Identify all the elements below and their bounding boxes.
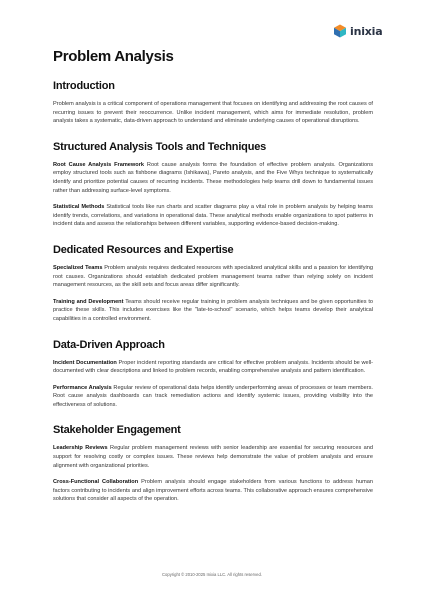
section-spacer: [53, 332, 373, 339]
paragraph-text: Regular problem management reviews with senior leadership are essential for securing resources and support for resolving costly or complex issues. These reviews help demonstrate the value of problem analysis and ensure alignment with organizational priorities.: [53, 445, 373, 469]
section-paragraph: [53, 444, 373, 470]
paragraph-lead: Leadership Reviews: [53, 445, 108, 452]
section-paragraph: [53, 161, 373, 195]
section-paragraph: [53, 478, 373, 504]
paragraph-text: Teams should receive regular training in problem analysis techniques and be given opportunities to practice these skills. This includes exercises like the "late-to-school" scenario, which helps teams develop their analytical capabilities in a controlled environment.: [53, 298, 374, 322]
paragraph-text: Statistical tools like run charts and scatter diagrams play a vital role in problem analysis by helping teams identify trends, correlations, and variations in operational data. These analytical methods enable organizations to spot patterns in incident data and assess the relationships between different variables, supporting evidence-based decision-making.: [53, 204, 373, 228]
section-paragraph: [53, 298, 373, 324]
brand-logo: [333, 24, 382, 38]
paragraph-lead: Statistical Methods: [53, 204, 105, 211]
cube-logo-icon: [333, 24, 347, 38]
section-spacer: [53, 237, 373, 244]
paragraph-lead: Performance Analysis: [53, 384, 112, 391]
section-paragraph: [53, 384, 373, 410]
section-paragraph: [53, 359, 373, 376]
section-paragraph: [53, 203, 373, 229]
section-heading: Stakeholder Engagement: [53, 424, 181, 437]
paragraph-lead: Root Cause Analysis Framework: [53, 161, 144, 168]
paragraph-text: Problem analysis requires dedicated resources with specialized analytical skills and a passion for identifying root causes. Organizations should establish dedicated problem management teams rather than relying solely on incident management resources, as the skill sets and focus areas differ significantly.: [53, 264, 373, 289]
section-paragraph: [53, 264, 373, 290]
paragraph-text: Problem analysis should engage stakeholders from various functions to address human factors contributing to incidents and align improvement efforts across teams. This collaborative approach ensures comprehensive solutions that consider all aspects of the operation.: [53, 479, 373, 503]
paragraph-lead: Specialized Teams: [53, 264, 103, 271]
paragraph-text: Root cause analysis forms the foundation of effective problem analysis. Organizations employ structured tools such as fishbone diagrams (Ishikawa), Pareto analysis, and the Five Whys technique to systematically identify and prioritize potential causes of recurring incidents. These methodologies help teams drill down to fundamental issues rather than addressing surface-level symptoms.: [53, 161, 373, 194]
copyright-footer: Copyright © 2010-2025 Inixia LLC. All rights reserved.: [162, 572, 262, 577]
document-body: [53, 48, 373, 519]
section-heading: Dedicated Resources and Expertise: [53, 243, 234, 256]
section-heading: Introduction: [53, 80, 115, 92]
paragraph-text: Proper incident reporting standards are critical for effective problem analysis. Incidents should be well-documented with clear descriptions and linked to problem records, enabling comprehensive analysis and pattern identification.: [53, 359, 373, 375]
page-title: Problem Analysis: [53, 48, 174, 65]
paragraph-lead: Incident Documentation: [53, 359, 117, 366]
paragraph-text: Problem analysis is a critical component of operations management that focuses on identifying and addressing the root causes of recurring issues to prevent their reoccurrence. Unlike incident management, which aims for immediate resolution, problem analysis takes a systematic, data-driven approach to understand and eliminate underlying causes of operational disruptions.: [53, 101, 373, 125]
section-paragraph: [53, 100, 373, 126]
paragraph-lead: Cross-Functional Collaboration: [53, 479, 139, 486]
brand-name: inixia: [350, 24, 383, 38]
paragraph-text: Regular review of operational data helps identify underperforming areas of processes or team members. Root cause analysis dashboards can track remediation actions and identify systemic issues, providing visibility into the effectiveness of solutions.: [53, 384, 373, 408]
section-heading: Data-Driven Approach: [53, 338, 165, 351]
paragraph-lead: Training and Development: [53, 298, 124, 305]
section-spacer: [53, 512, 373, 519]
section-heading: Structured Analysis Tools and Techniques: [53, 140, 267, 153]
section-spacer: [53, 134, 373, 141]
section-spacer: [53, 417, 373, 424]
